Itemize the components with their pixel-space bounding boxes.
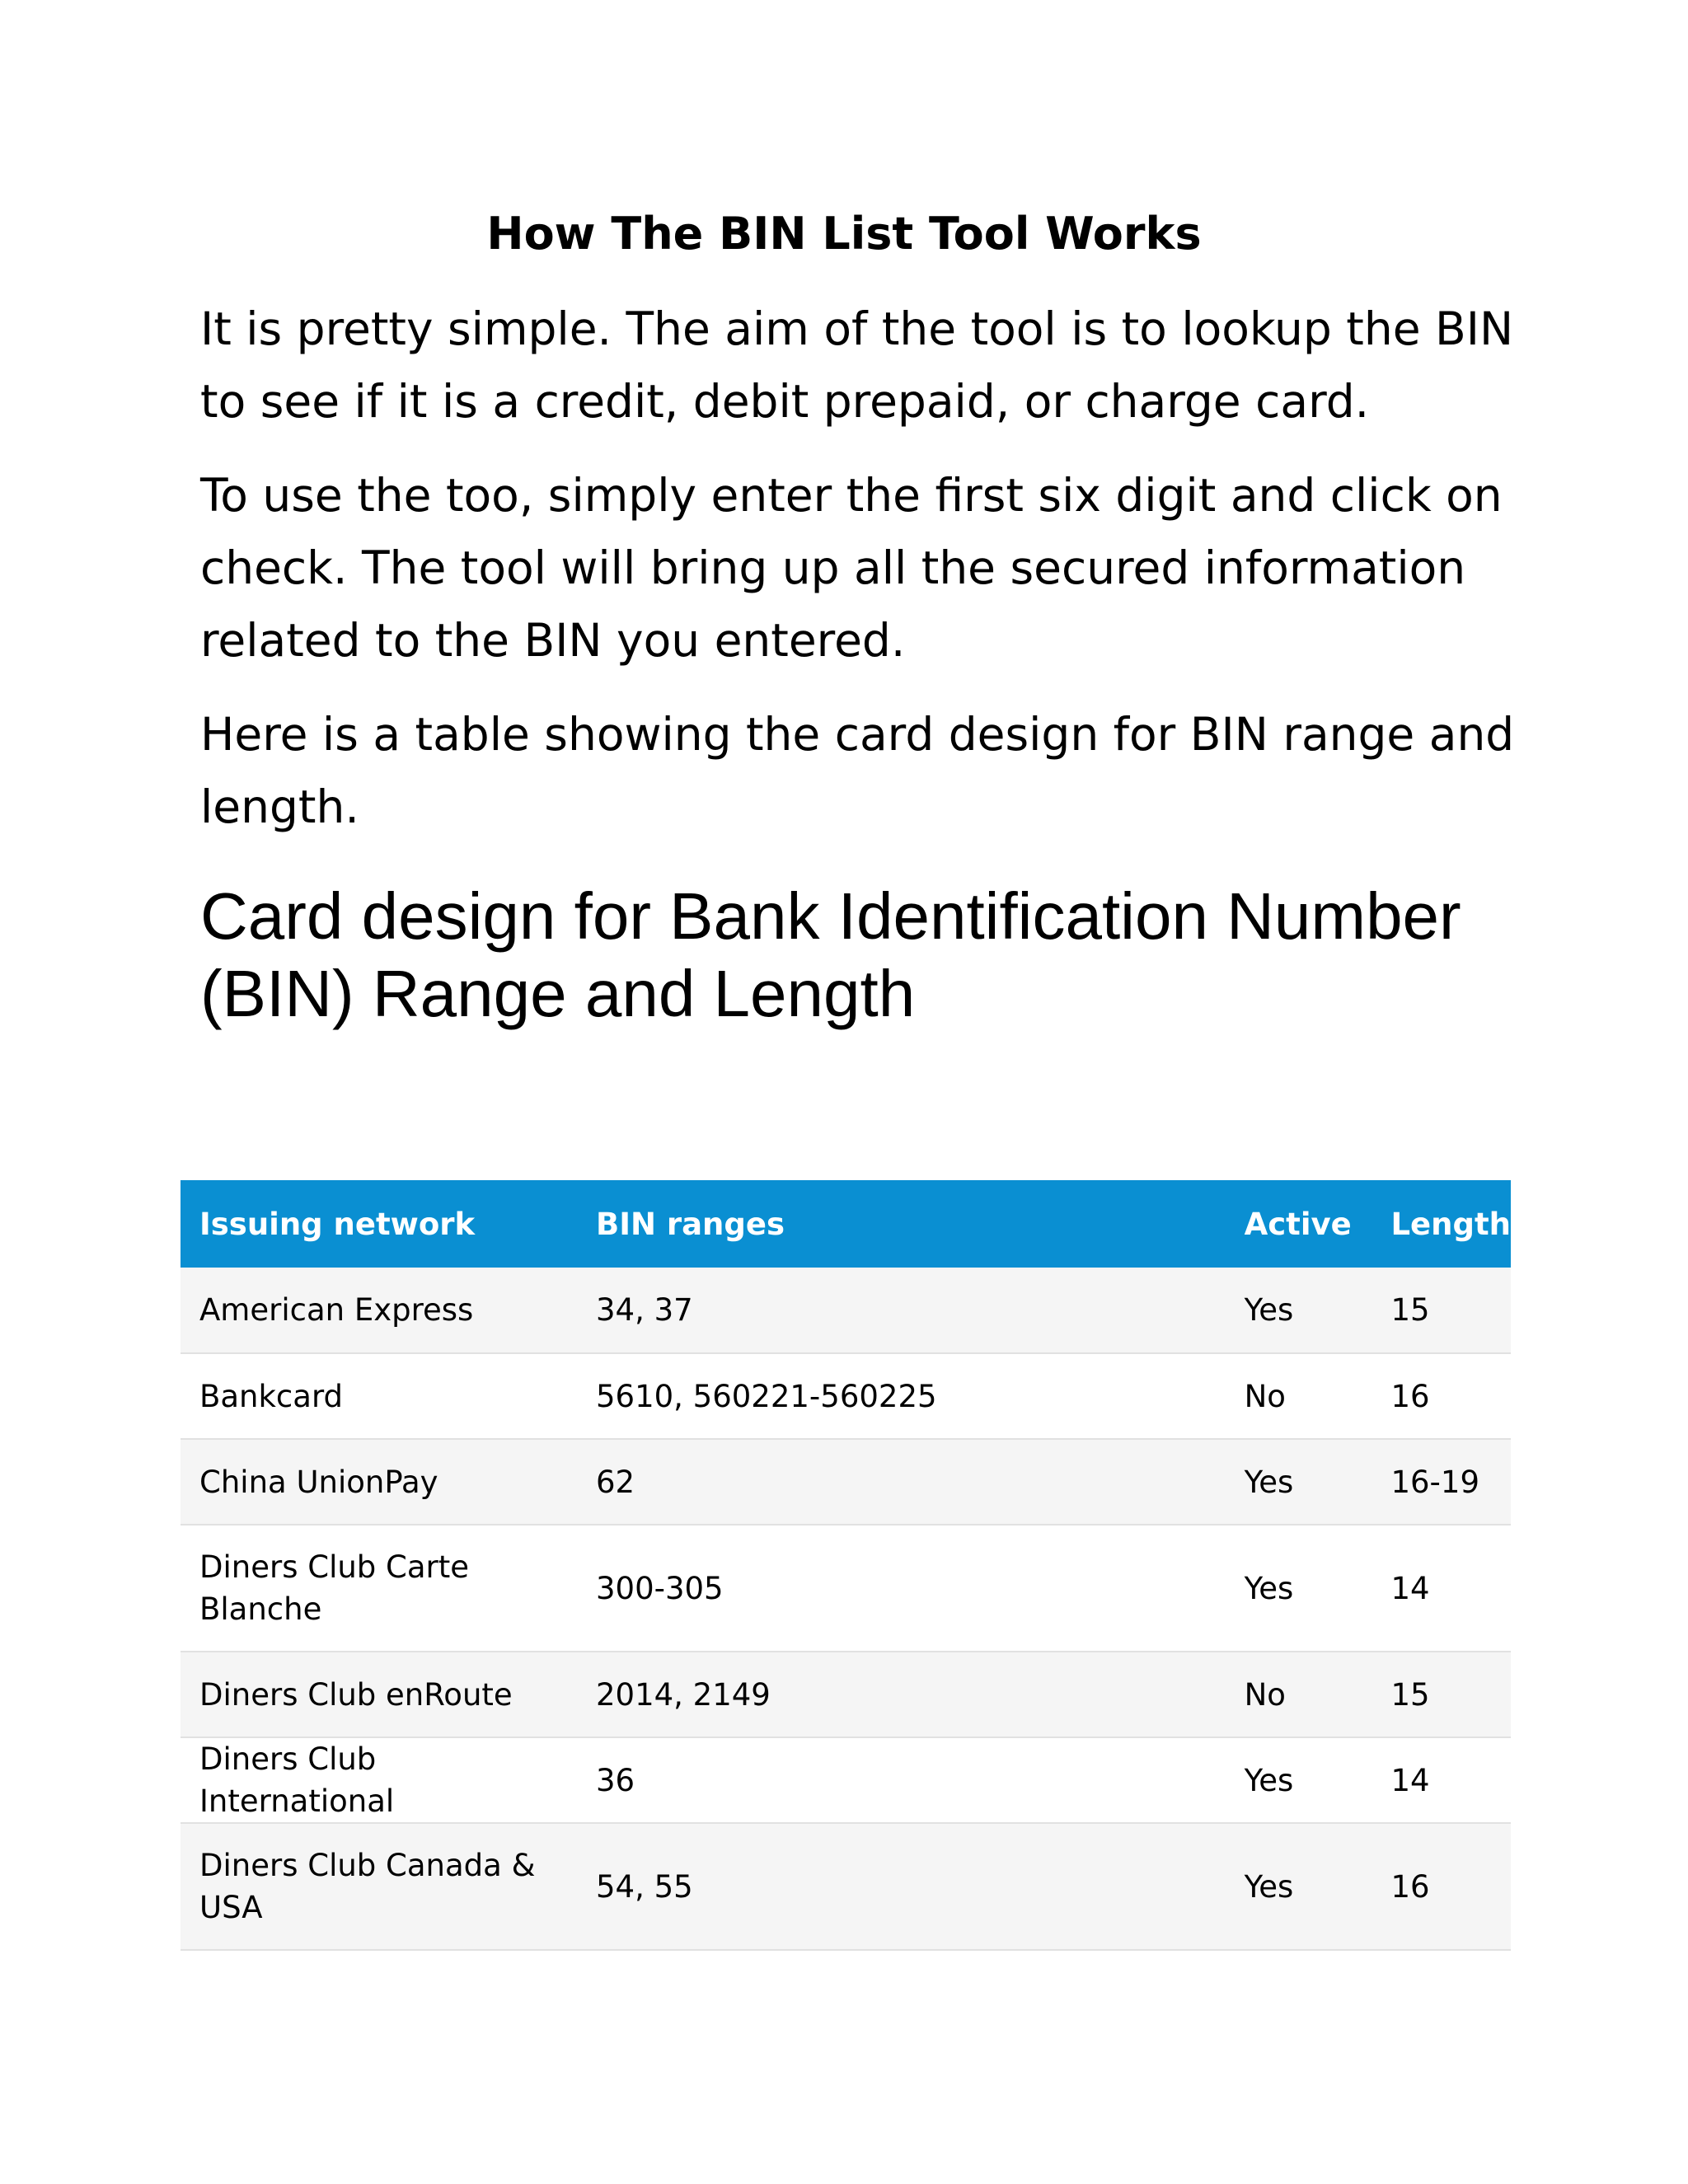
- cell-active: Yes: [1226, 1268, 1372, 1353]
- table-row: [181, 1652, 1511, 1737]
- cell-bin-ranges: 62: [577, 1439, 1226, 1525]
- cell-length: 14: [1372, 1737, 1511, 1823]
- cell-network: Diners Club Canada & USA: [181, 1823, 577, 1950]
- cell-length: 15: [1372, 1652, 1511, 1737]
- cell-length: 16-19: [1372, 1439, 1511, 1525]
- column-header-bin-ranges: BIN ranges: [577, 1180, 1226, 1268]
- cell-bin-ranges: 5610, 560221-560225: [577, 1353, 1226, 1439]
- table-row: [181, 1525, 1511, 1652]
- cell-network: American Express: [181, 1268, 577, 1353]
- cell-active: Yes: [1226, 1439, 1372, 1525]
- cell-length: 15: [1372, 1268, 1511, 1353]
- cell-network: Bankcard: [181, 1353, 577, 1439]
- table-header-row: [181, 1180, 1511, 1268]
- usage-paragraph: To use the too, simply enter the first six digit and click on check. The tool will bring up all the secured information related to the BIN you entered.: [200, 469, 1503, 667]
- intro-paragraph: It is pretty simple. The aim of the tool is to lookup the BIN to see if it is a credit, debit prepaid, or charge card.: [200, 302, 1514, 428]
- table-row: [181, 1439, 1511, 1525]
- cell-bin-ranges: 34, 37: [577, 1268, 1226, 1353]
- table-body: [181, 1268, 1511, 1950]
- cell-bin-ranges: 54, 55: [577, 1823, 1226, 1950]
- table-row: [181, 1353, 1511, 1439]
- article-body: [200, 293, 1519, 1033]
- column-header-network: Issuing network: [181, 1180, 577, 1268]
- cell-length: 16: [1372, 1823, 1511, 1950]
- cell-network: Diners Club Carte Blanche: [181, 1525, 577, 1652]
- cell-bin-ranges: 2014, 2149: [577, 1652, 1226, 1737]
- table-row: [181, 1268, 1511, 1353]
- cell-bin-ranges: 36: [577, 1737, 1226, 1823]
- cell-length: 16: [1372, 1353, 1511, 1439]
- cell-network: China UnionPay: [181, 1439, 577, 1525]
- cell-bin-ranges: 300-305: [577, 1525, 1226, 1652]
- cell-network: Diners Club enRoute: [181, 1652, 577, 1737]
- cell-active: Yes: [1226, 1525, 1372, 1652]
- cell-active: No: [1226, 1652, 1372, 1737]
- section-title: Card design for Bank Identification Number (BIN) Range and Length: [200, 879, 1461, 1030]
- table-row: [181, 1737, 1511, 1823]
- table-row: [181, 1823, 1511, 1950]
- column-header-length: Length: [1372, 1180, 1511, 1268]
- cell-active: Yes: [1226, 1737, 1372, 1823]
- cell-network: Diners Club International: [181, 1737, 577, 1823]
- cell-active: Yes: [1226, 1823, 1372, 1950]
- cell-active: No: [1226, 1353, 1372, 1439]
- column-header-active: Active: [1226, 1180, 1372, 1268]
- cell-length: 14: [1372, 1525, 1511, 1652]
- table-header: [181, 1180, 1511, 1268]
- table-intro-paragraph: Here is a table showing the card design for BIN range and length.: [200, 708, 1515, 833]
- bin-table: [181, 1180, 1511, 1951]
- page-heading: How The BIN List Tool Works: [486, 208, 1202, 260]
